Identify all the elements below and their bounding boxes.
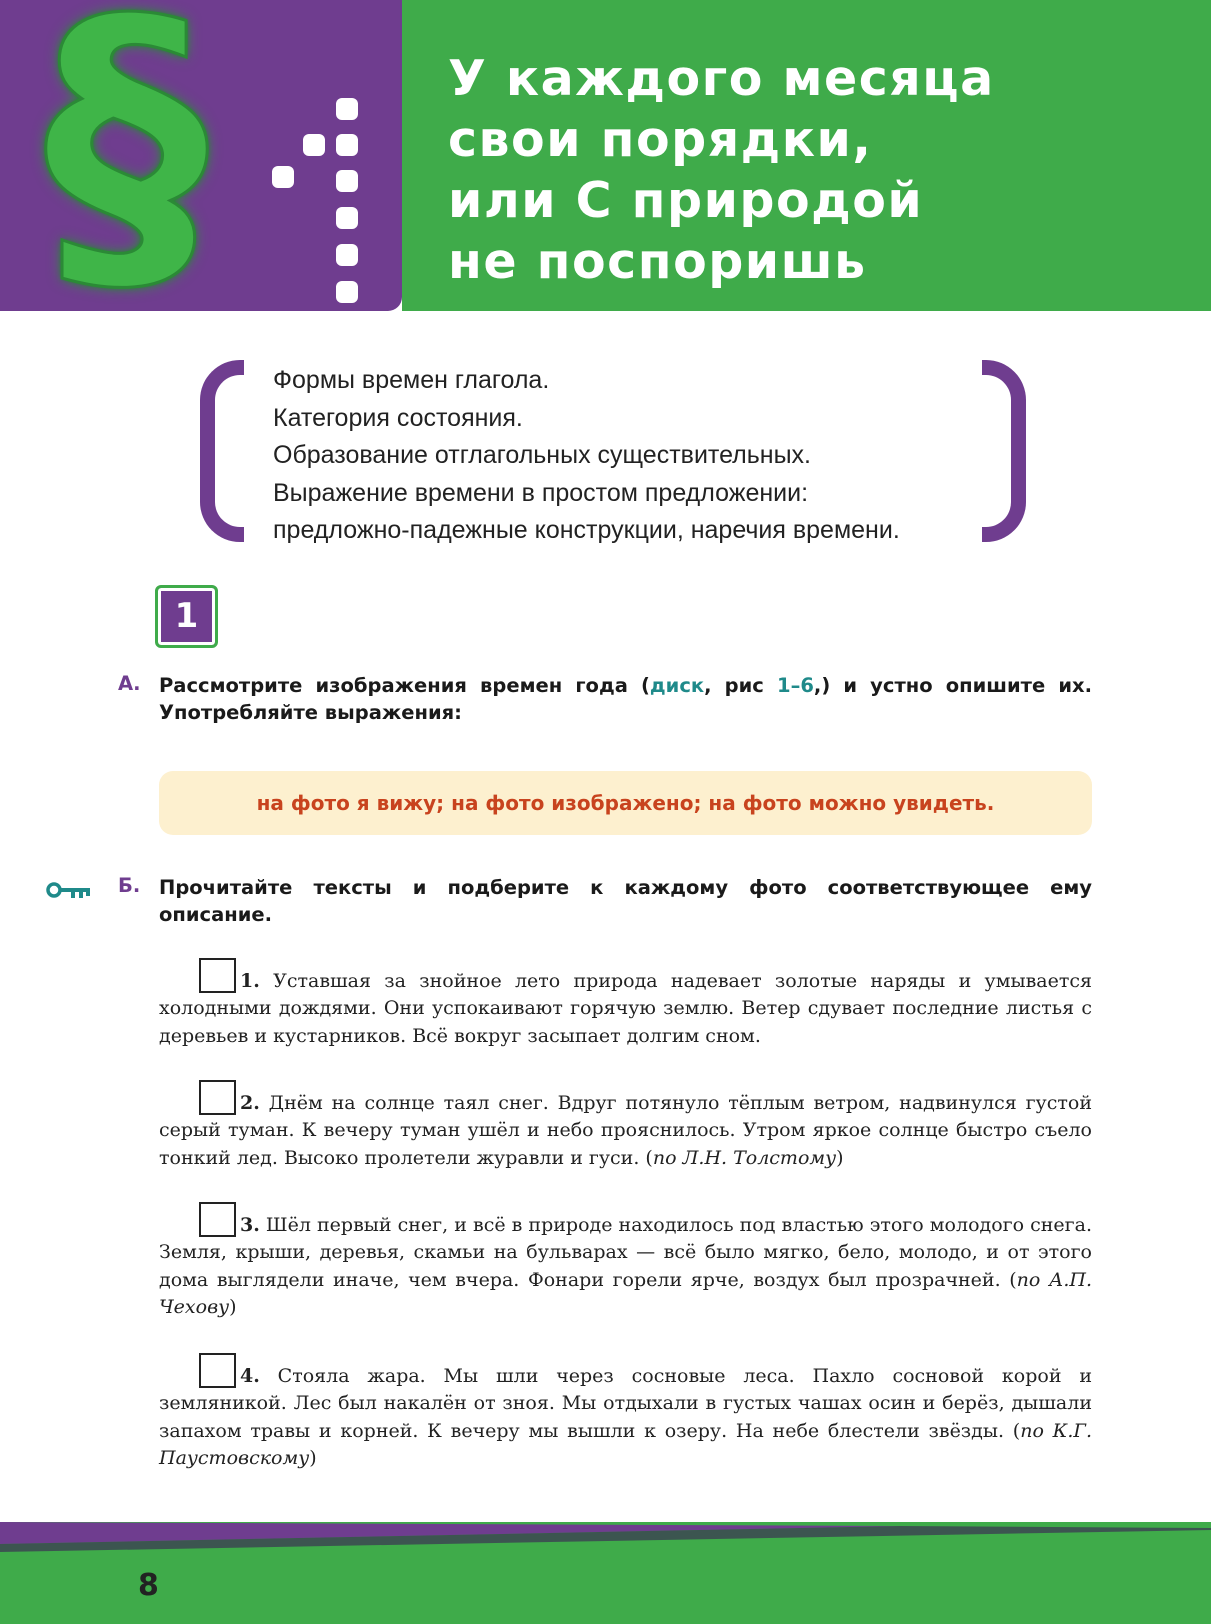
- figures-link[interactable]: 1–6: [777, 674, 814, 697]
- topic-item: предложно-падежные конструкции, наречия времени.: [273, 516, 900, 544]
- title-line: У каждого месяца: [448, 50, 995, 107]
- key-icon: [46, 879, 92, 901]
- left-bracket: [200, 360, 244, 542]
- answer-checkbox[interactable]: [199, 1080, 236, 1115]
- passage-1: 1. Уставшая за знойное лето природа надевает золотые наряды и умывается холодными дождями. Они успокаивают горячую землю. Ветер сдувает последние листья с деревьев и кустарников. Всё вокруг засыпает долгим сном.: [159, 958, 1092, 1050]
- task-a-text: Рассмотрите изображения времен года (диск, рис 1–6,) и устно опишите их. Употребляйте выражения:: [159, 674, 1092, 724]
- title-line: не поспоришь: [448, 233, 867, 290]
- title-line: свои порядки,: [448, 111, 873, 168]
- task-a-letter: А.: [118, 672, 141, 695]
- decorative-dots: [0, 0, 402, 311]
- task-b-text: Прочитайте тексты и подберите к каждому фото соответствующее ему описание.: [159, 876, 1092, 926]
- title-line: или С природой: [448, 172, 924, 229]
- topic-item: Выражение времени в простом предложении:: [273, 478, 809, 507]
- exercise-number-badge: 1: [155, 585, 218, 648]
- phrases-box: на фото я вижу; на фото изображено; на фото можно увидеть.: [159, 771, 1092, 835]
- footer-band: [0, 1522, 1211, 1624]
- topic-item: Категория состояния.: [273, 403, 523, 432]
- chapter-title: [448, 48, 1188, 292]
- author-attribution: по Л.Н. Толстому: [652, 1146, 837, 1169]
- chapter-header: [0, 0, 1211, 334]
- disk-link[interactable]: диск: [649, 674, 705, 697]
- author-attribution: по К.Г. Паустовскому: [159, 1419, 1092, 1470]
- passage-2: 2. Днём на солнце таял снег. Вдруг потянуло тёплым ветром, надвинулся густой серый туман. К вечеру туман ушёл и небо прояснилось. Утром яркое солнце быстро съело тонкий лед. Высоко пролетели журавли и гуси. (по Л.Н. Толстому): [159, 1080, 1092, 1172]
- page-number: 8: [138, 1568, 159, 1603]
- section-sign-icon: §: [43, 0, 209, 334]
- passage-4: 4. Стояла жара. Мы шли через сосновые леса. Пахло сосновой корой и земляникой. Лес был накалён от зноя. Мы отдыхали в густых чашах осин и берёз, дышали запахом травы и корней. К вечеру мы вышли к озеру. На небе блестели звёзды. (по К.Г. Паустовскому): [159, 1353, 1092, 1473]
- author-attribution: по А.П. Чехову: [159, 1268, 1092, 1319]
- answer-checkbox[interactable]: [199, 1202, 236, 1237]
- topics-list: [273, 362, 993, 550]
- topic-item: Формы времен глагола.: [273, 366, 550, 394]
- topic-item: Образование отглагольных существительных.: [273, 441, 811, 469]
- answer-checkbox[interactable]: [199, 958, 236, 993]
- answer-checkbox[interactable]: [199, 1353, 236, 1388]
- task-b-letter: Б.: [118, 874, 141, 897]
- passage-3: 3. Шёл первый снег, и всё в природе находилось под властью этого молодого снега. Земля, крыши, деревья, скамьи на бульварах — всё было мягко, бело, молодо, и от этого дома выглядели иначе, чем вчера. Фонари горели ярче, воздух был прозрачней. (по А.П. Чехову): [159, 1202, 1092, 1322]
